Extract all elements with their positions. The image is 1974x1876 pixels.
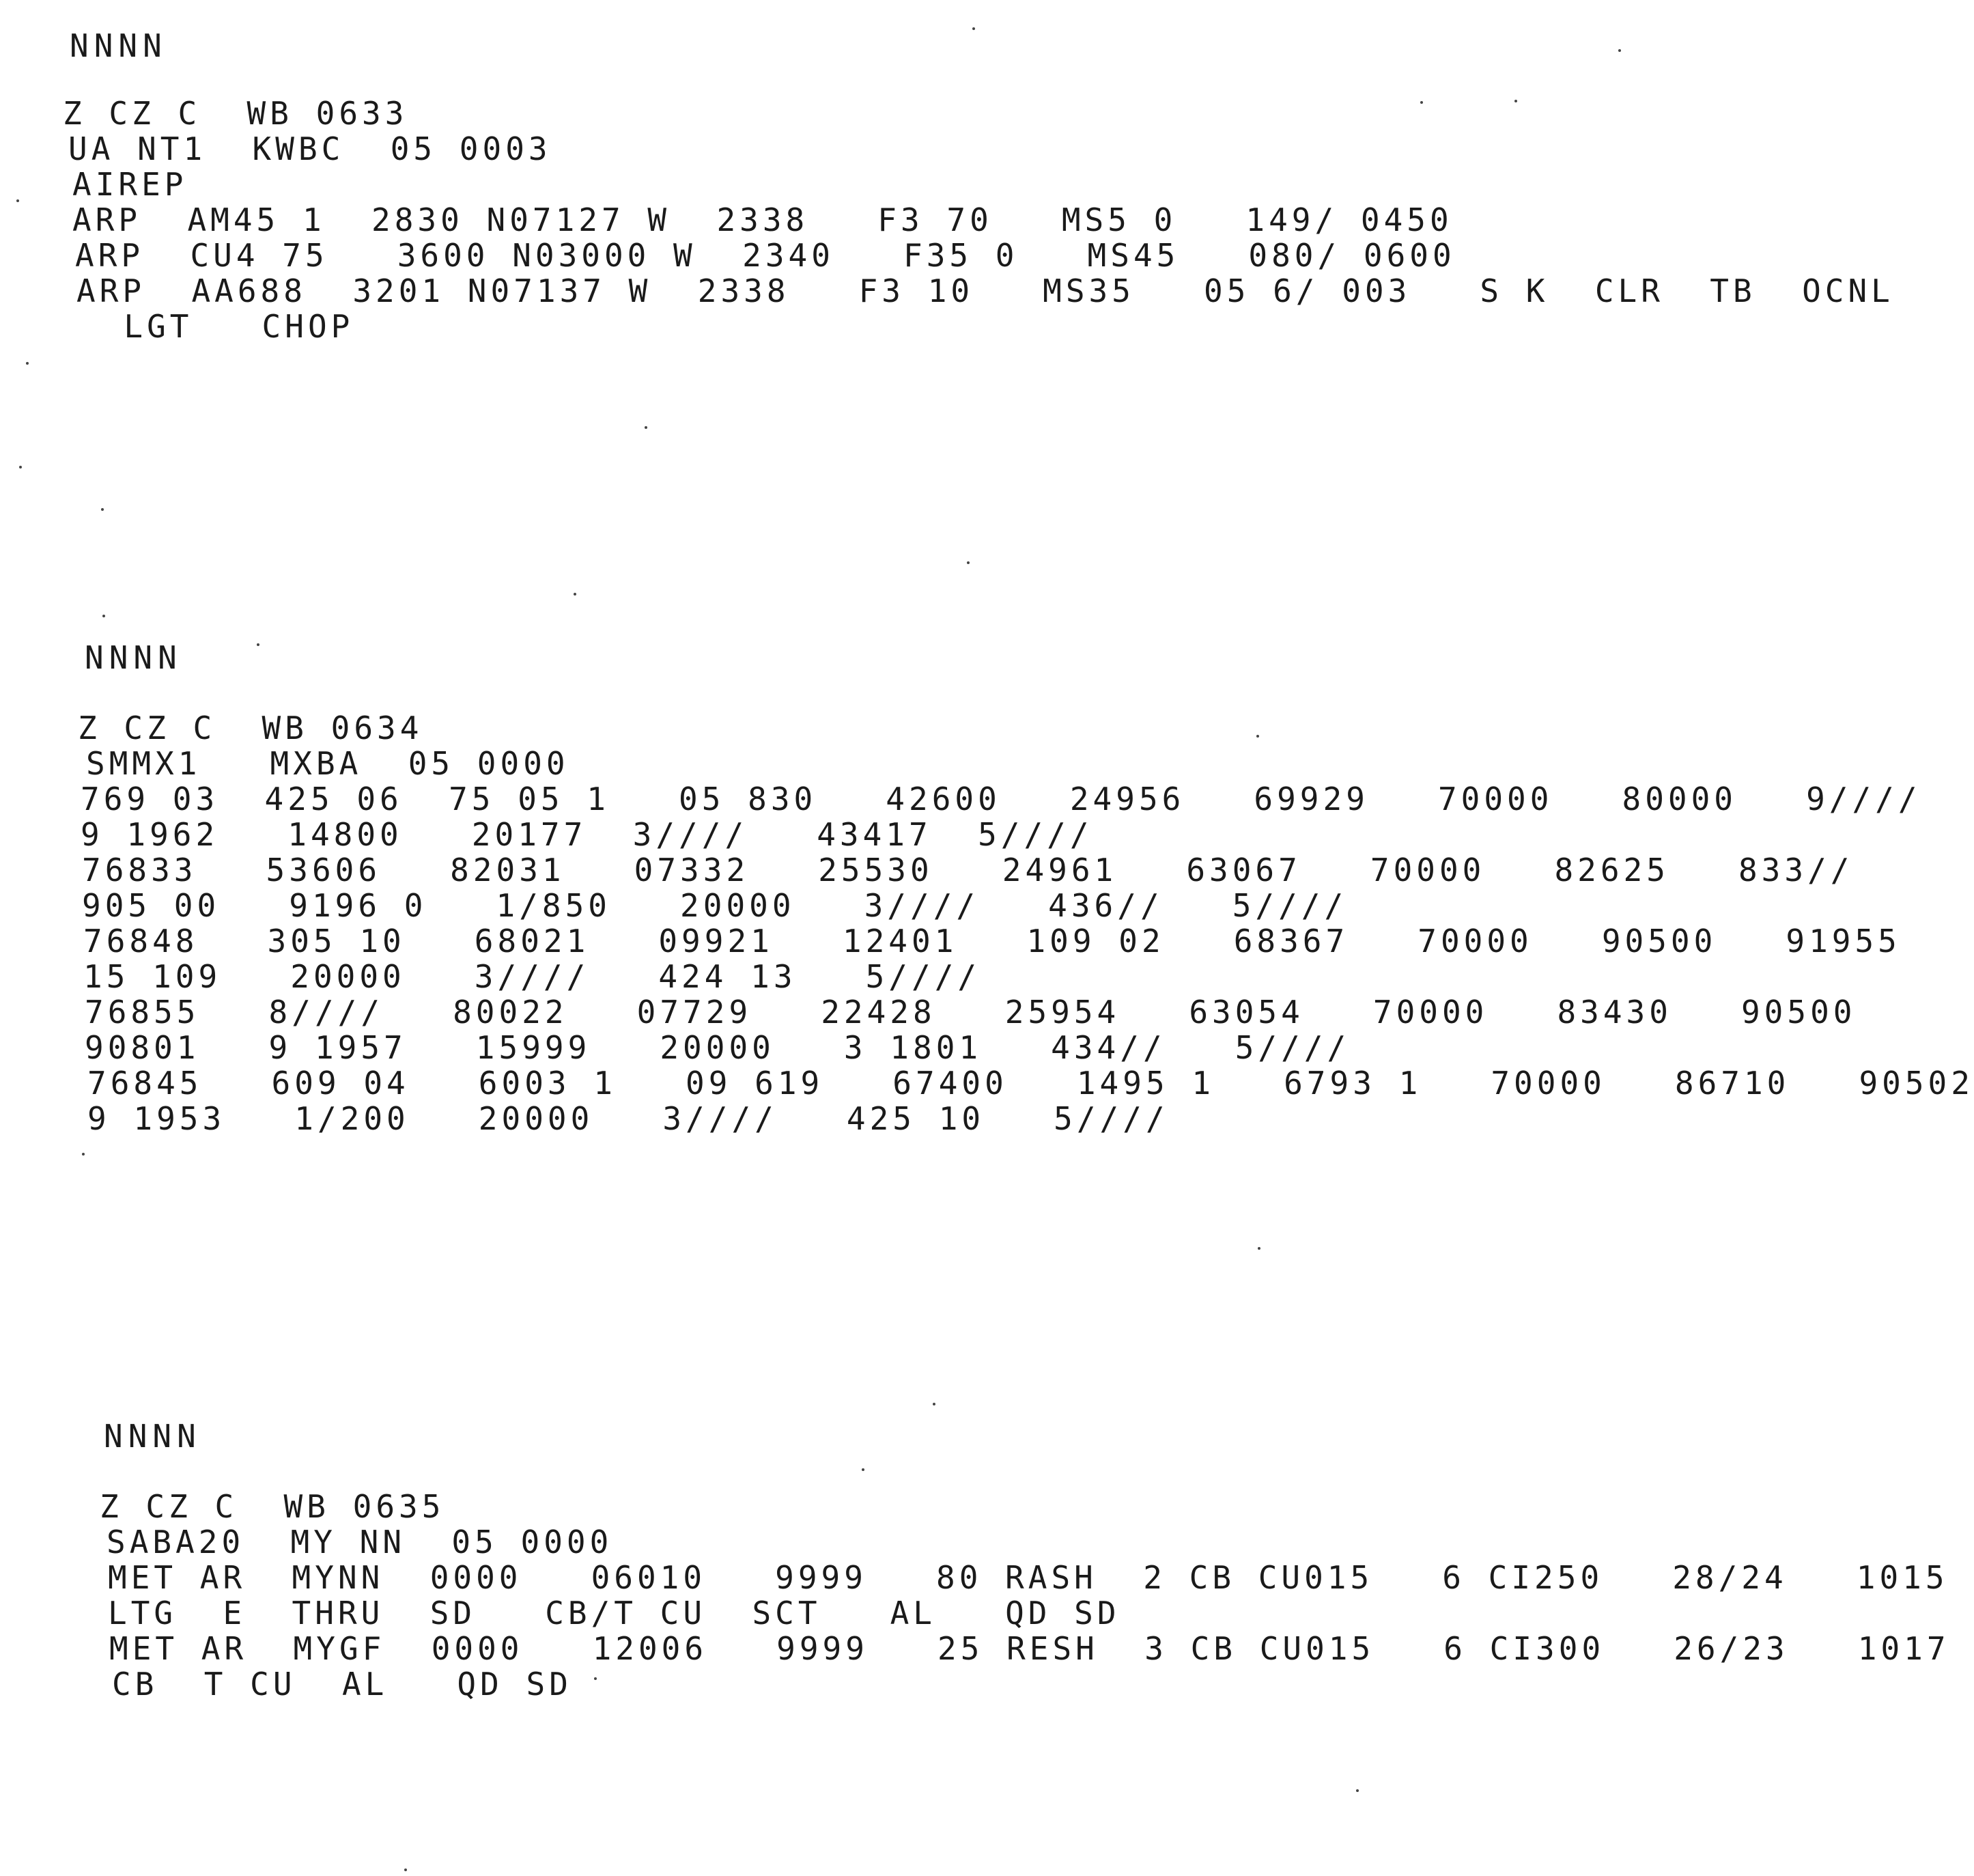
print-speck [16, 199, 19, 202]
metar-report-line: MET AR MYNN 0000 06010 9999 80 RASH 2 CB CU015 6 CI250 28/24 1015 [108, 1559, 1949, 1596]
print-speck [967, 561, 970, 564]
print-speck [82, 1153, 85, 1156]
print-speck [1420, 101, 1423, 104]
print-speck [574, 593, 576, 596]
metar-remarks-line: LTG E THRU SD CB/T CU SCT AL QD SD [108, 1595, 1120, 1632]
bulletin-header-line: Z CZ C WB 0633 [63, 95, 408, 132]
print-speck [19, 466, 22, 468]
end-of-message-separator: NNNN [104, 1418, 201, 1455]
synop-data-line: 76848 305 10 68021 09921 12401 109 02 68367 70000 90500 91955 [83, 923, 1901, 960]
print-speck [1356, 1789, 1359, 1792]
print-speck [594, 1677, 597, 1680]
print-speck [972, 27, 975, 30]
bulletin-header-line: Z CZ C WB 0634 [78, 710, 423, 746]
print-speck [1258, 1247, 1260, 1250]
print-speck [257, 643, 259, 646]
report-continuation-line: LGT CHOP [78, 308, 354, 345]
print-speck [1256, 735, 1259, 738]
report-line: ARP AA688 3201 N07137 W 2338 F3 10 MS35 05 6/ 003 S K CLR TB OCNL [76, 272, 1894, 309]
bulletin-heading-line: UA NT1 KWBC 05 0003 [68, 130, 552, 167]
report-line: ARP AM45 1 2830 N07127 W 2338 F3 70 MS5 0 149/ 0450 [72, 201, 1453, 238]
print-speck [645, 426, 647, 429]
synop-data-line: 9 1962 14800 20177 3//// 43417 5//// [81, 816, 1093, 853]
bulletin-header-line: Z CZ C WB 0635 [100, 1488, 445, 1525]
bulletin-type-line: AIREP [72, 166, 188, 203]
synop-data-line: 9 1953 1/200 20000 3//// 425 10 5//// [87, 1100, 1169, 1137]
bulletin-metar [100, 1489, 1950, 1702]
metar-remarks-line: CB T CU AL QD SD [112, 1666, 572, 1703]
bulletin-heading-line: SABA20 MY NN 05 0000 [107, 1524, 613, 1560]
print-speck [862, 1468, 864, 1471]
synop-data-line: 76855 8//// 80022 07729 22428 25954 63054 70000 83430 90500 [85, 994, 1857, 1031]
print-speck [26, 362, 29, 365]
print-speck [1514, 100, 1517, 102]
report-line: ARP CU4 75 3600 N03000 W 2340 F35 0 MS45 080/ 0600 [75, 237, 1456, 274]
metar-report-line: MET AR MYGF 0000 12006 9999 25 RESH 3 CB CU015 6 CI300 26/23 1017 [109, 1630, 1950, 1667]
bulletin-airep [63, 96, 1894, 344]
print-speck [933, 1403, 935, 1405]
synop-data-line: 15 109 20000 3//// 424 13 5//// [83, 958, 981, 995]
bulletin-synop [78, 710, 1974, 1136]
synop-data-line: 769 03 425 06 75 05 1 05 830 42600 24956 69929 70000 80000 9//// [81, 781, 1921, 817]
bulletin-heading-line: SMMX1 MXBA 05 0000 [86, 745, 569, 782]
print-speck [101, 508, 104, 511]
end-of-message-separator: NNNN [70, 27, 167, 64]
synop-data-line: 90801 9 1957 15999 20000 3 1801 434// 5//// [85, 1029, 1351, 1066]
print-speck [1618, 49, 1621, 52]
synop-data-line: 76845 609 04 6003 1 09 619 67400 1495 1 6793 1 70000 86710 90502 [87, 1065, 1974, 1102]
synop-data-line: 76833 53606 82031 07332 25530 24961 63067 70000 82625 833// [82, 852, 1854, 888]
synop-data-line: 905 00 9196 0 1/850 20000 3//// 436// 5//// [82, 887, 1348, 924]
end-of-message-separator: NNNN [85, 639, 182, 676]
print-speck [404, 1868, 407, 1871]
print-speck [102, 615, 105, 617]
